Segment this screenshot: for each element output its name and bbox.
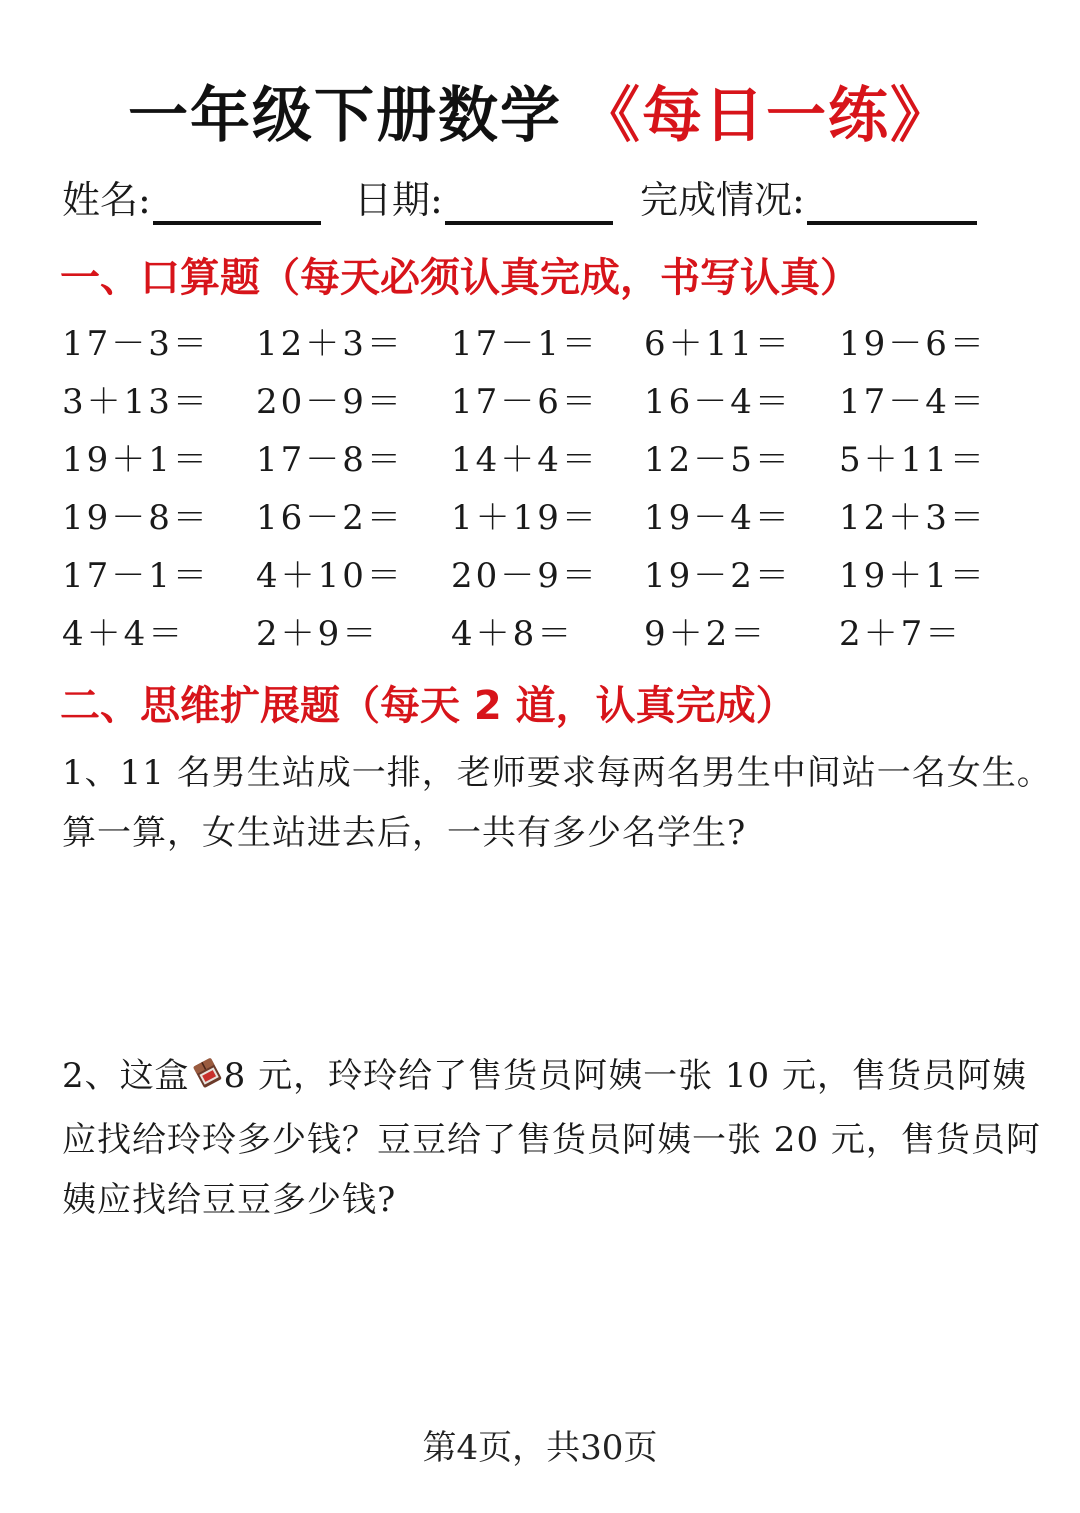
calc-item: 12－5＝ <box>644 440 792 480</box>
word-problem-2 <box>62 1046 1041 1230</box>
calc-item: 4＋4＝ <box>62 614 186 654</box>
calc-item: 3＋13＝ <box>62 382 210 422</box>
calc-item: 4＋8＝ <box>451 614 575 654</box>
word-problem-1 <box>62 743 1052 863</box>
section1-heading: 一、口算题（每天必须认真完成，书写认真） <box>60 255 860 301</box>
problem2-line1 <box>62 1046 1027 1106</box>
calc-item: 17－1＝ <box>62 556 210 596</box>
calc-item: 17－6＝ <box>451 382 599 422</box>
calc-item: 19＋1＝ <box>62 440 210 480</box>
section2-heading: 二、思维扩展题（每天 2 道，认真完成） <box>60 683 796 729</box>
calc-item: 20－9＝ <box>451 556 599 596</box>
calc-row <box>62 434 1022 492</box>
calc-row <box>62 608 1022 666</box>
page-title <box>0 78 1080 154</box>
calc-item: 16－4＝ <box>644 382 792 422</box>
calc-row <box>62 492 1022 550</box>
problem1-line2: 算一算，女生站进去后，一共有多少名学生? <box>62 813 747 853</box>
calc-item: 20－9＝ <box>256 382 404 422</box>
student-info-row <box>62 170 1022 230</box>
problem2-line3: 姨应找给豆豆多少钱? <box>62 1180 397 1220</box>
name-blank-line <box>153 175 321 225</box>
calc-item: 17－4＝ <box>839 382 987 422</box>
calc-item: 9＋2＝ <box>644 614 768 654</box>
page-number: 第4页，共30页 <box>422 1428 658 1468</box>
title-main: 一年级下册数学 <box>128 81 562 151</box>
calc-item: 19－2＝ <box>644 556 792 596</box>
calc-item: 17－8＝ <box>256 440 404 480</box>
calc-item: 19＋1＝ <box>839 556 987 596</box>
calc-item: 6＋11＝ <box>644 324 792 364</box>
problem2-line2: 应找给玲玲多少钱？豆豆给了售货员阿姨一张 20 元，售货员阿 <box>62 1120 1041 1160</box>
date-field <box>354 170 613 230</box>
mental-math-grid <box>62 318 1022 666</box>
name-label: 姓名: <box>62 178 151 222</box>
calc-item: 17－1＝ <box>451 324 599 364</box>
calc-row <box>62 376 1022 434</box>
calc-item: 4＋10＝ <box>256 556 404 596</box>
calc-item: 2＋7＝ <box>839 614 963 654</box>
status-field <box>640 170 977 230</box>
calc-item: 16－2＝ <box>256 498 404 538</box>
calc-item: 19－4＝ <box>644 498 792 538</box>
calc-row <box>62 318 1022 376</box>
calc-item: 12＋3＝ <box>256 324 404 364</box>
date-blank-line <box>445 175 613 225</box>
problem2-line1-start: 2、这盒 <box>62 1056 190 1096</box>
calc-item: 17－3＝ <box>62 324 210 364</box>
calc-item: 19－8＝ <box>62 498 210 538</box>
status-label: 完成情况: <box>640 178 805 222</box>
calc-row <box>62 550 1022 608</box>
chocolate-box-icon <box>192 1048 222 1082</box>
calc-item: 14＋4＝ <box>451 440 599 480</box>
calc-item: 2＋9＝ <box>256 614 380 654</box>
date-label: 日期: <box>354 178 443 222</box>
problem1-line1: 1、11 名男生站成一排，老师要求每两名男生中间站一名女生。 <box>62 753 1052 793</box>
calc-item: 12＋3＝ <box>839 498 987 538</box>
status-blank-line <box>807 175 977 225</box>
calc-item: 5＋11＝ <box>839 440 987 480</box>
problem2-line1-end: 8 元，玲玲给了售货员阿姨一张 10 元，售货员阿姨 <box>223 1056 1027 1096</box>
name-field <box>62 170 321 230</box>
calc-item: 19－6＝ <box>839 324 987 364</box>
calc-item: 1＋19＝ <box>451 498 599 538</box>
title-accent: 《每日一练》 <box>580 81 952 151</box>
